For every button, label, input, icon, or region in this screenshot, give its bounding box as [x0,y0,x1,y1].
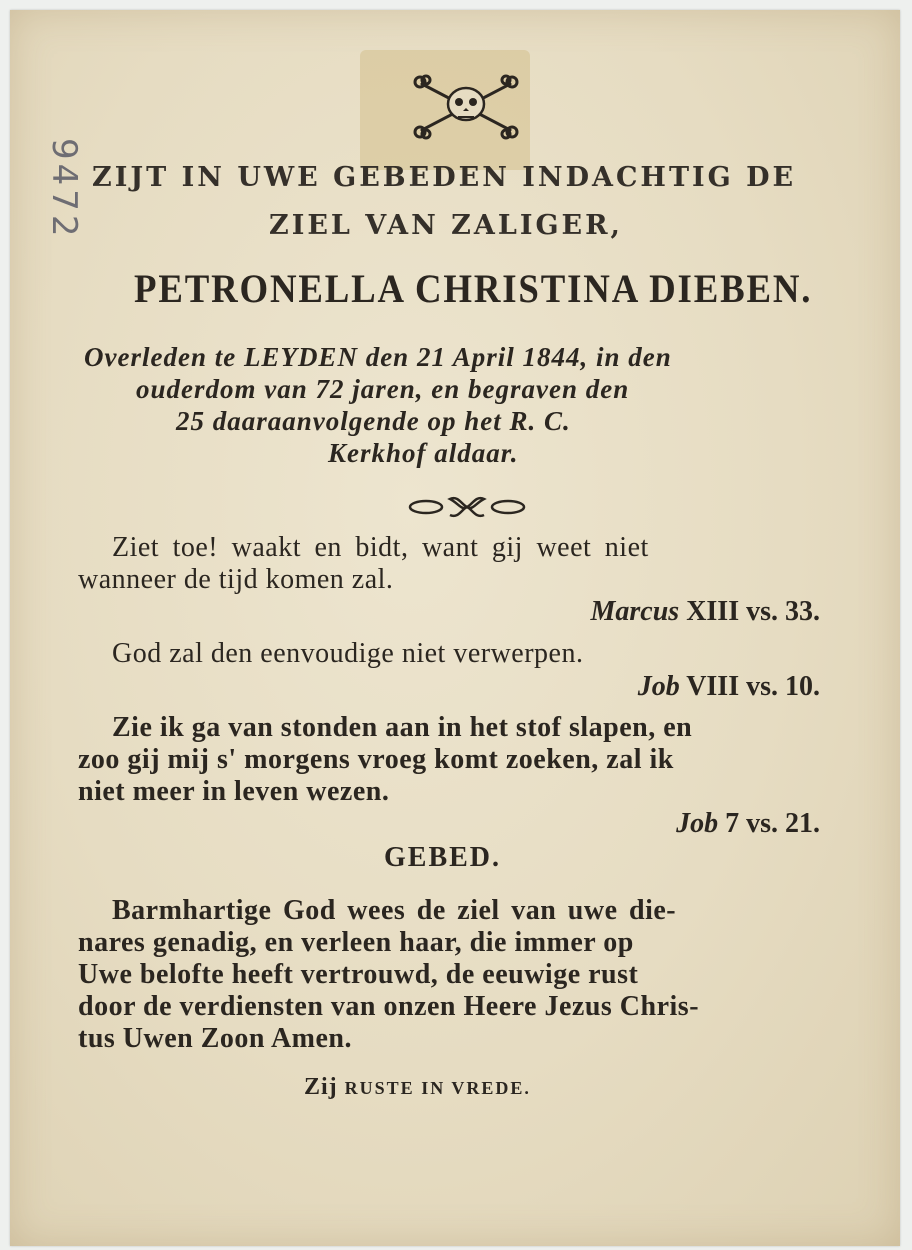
prayer-line-3: Uwe belofte heeft vertrouwd, de eeuwige rust [78,959,639,990]
notice-line-1: Overleden te LEYDEN den 21 April 1844, in den [84,342,672,372]
verse-2-line-1: God zal den eenvoudige niet verwerpen. [112,638,584,669]
prayer-line-4: door de verdiensten van onzen Heere Jezus Chris- [78,991,700,1022]
verse-2-reference: Job VIII vs. 10. [637,671,820,702]
deceased-name: PETRONELLA CHRISTINA DIEBEN. [134,266,813,311]
notice-line-4: Kerkhof aldaar. [328,438,519,468]
verse-3-line-3: niet meer in leven wezen. [78,776,390,807]
handwritten-number: 9472 [44,138,84,241]
verse-3-line-1: Zie ik ga van stonden aan in het stof slapen, en [112,712,693,743]
header-line-2: ZIEL VAN ZALIGER, [269,210,623,241]
verse-1-line-2: wanneer de tijd komen zal. [78,564,394,595]
skull-crossbones-icon [408,70,524,140]
header-line-1: ZIJT IN UWE GEBEDEN INDACHTIG DE [92,162,797,193]
prayer-line-5: tus Uwen Zoon Amen. [78,1023,352,1054]
memorial-card [10,10,900,1246]
verse-3-line-2: zoo gij mij s' morgens vroeg komt zoeken, zal ik [78,744,674,775]
prayer-title: GEBED. [384,842,502,873]
notice-line-3: 25 daaraanvolgende op het R. C. [176,406,571,436]
closing-line: Zij RUSTE IN VREDE. [304,1074,531,1100]
verse-1-reference: Marcus XIII vs. 33. [590,596,820,627]
verse-1-line-1: Ziet toe! waakt en bidt, want gij weet niet [112,532,649,563]
prayer-line-2: nares genadig, en verleen haar, die immer op [78,927,634,958]
ornament-divider-icon [406,493,528,521]
notice-line-2: ouderdom van 72 jaren, en begraven den [136,374,630,404]
prayer-line-1: Barmhartige God wees de ziel van uwe die- [112,895,677,926]
verse-3-reference: Job 7 vs. 21. [676,808,820,839]
